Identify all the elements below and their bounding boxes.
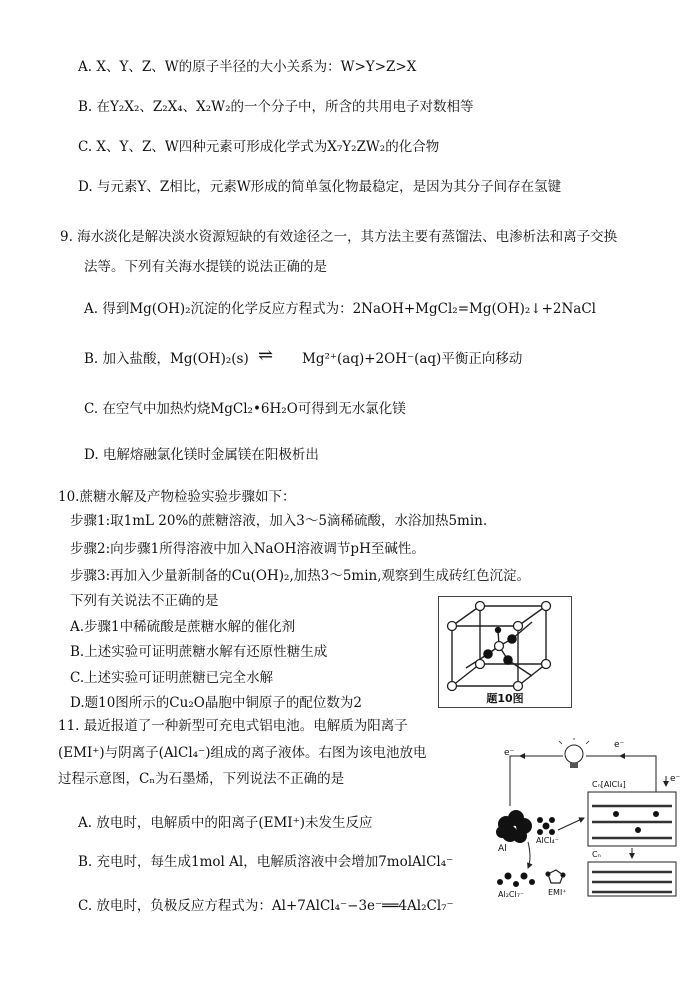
equilibrium-arrow-icon: ⇌ [258, 345, 274, 366]
cu2o-unit-cell-figure [438, 596, 572, 708]
q10-step1: 步骤1:取1mL 20%的蔗糖溶液，加入3～5滴稀硫酸，水浴加热5min. [70, 513, 488, 529]
q9-option-d: D. 电解熔融氯化镁时金属镁在阳极析出 [84, 447, 319, 463]
battery-diagram-svg [488, 738, 682, 908]
q11-stem-line3: 过程示意图，Cₙ为石墨烯，下列说法不正确的是 [58, 771, 345, 787]
q9-stem-line2: 法等。下列有关海水提镁的说法正确的是 [84, 259, 327, 275]
alcl4-ion-icon [537, 817, 555, 835]
figure-10-caption: 题10图 [486, 692, 524, 705]
q10-question: 下列有关说法不正确的是 [70, 593, 219, 609]
battery-discharge-diagram [488, 738, 682, 908]
q11-stem-line1: 11. 最近报道了一种新型可充电式铝电池。电解质为阳离子 [58, 718, 408, 734]
electron-label-right: e⁻ [614, 740, 625, 750]
q9-stem-line1: 9. 海水淡化是解决淡水资源短缺的有效途径之一，其方法主要有蒸馏法、电渗析法和离子交换 [60, 229, 618, 245]
q11-option-b: B. 充电时，每生成1mol Al，电解质溶液中会增加7molAlCl₄⁻ [78, 854, 454, 870]
q8-option-c: C. X、Y、Z、W四种元素可形成化学式为X₇Y₂ZW₂的化合物 [78, 139, 440, 155]
al-label: Al [498, 844, 507, 854]
al2cl7-ion-icon [497, 873, 535, 888]
q10-step2: 步骤2:向步骤1所得溶液中加入NaOH溶液调节pH至碱性。 [70, 541, 425, 557]
graphene-alcl4-icon [588, 792, 676, 846]
electron-label-left: e⁻ [504, 748, 515, 758]
q8-option-a: A. X、Y、Z、W的原子半径的大小关系为：W>Y>Z>X [78, 59, 417, 75]
q10-option-b: B.上述实验可证明蔗糖水解有还原性糖生成 [70, 644, 328, 660]
q10-stem: 10.蔗糖水解及产物检验实验步骤如下： [58, 489, 296, 505]
alcl4-label: AlCl₄⁻ [536, 836, 559, 845]
q9-option-c: C. 在空气中加热灼烧MgCl₂•6H₂O可得到无水氯化镁 [84, 401, 406, 417]
q11-option-a: A. 放电时，电解质中的阳离子(EMI⁺)未发生反应 [78, 815, 373, 831]
al-electrode-icon [496, 810, 532, 843]
emi-label: EMI⁺ [548, 888, 567, 897]
q10-option-c: C.上述实验可证明蔗糖已完全水解 [70, 670, 274, 686]
cn-alcl4-label: Cₙ[AlCl₄] [592, 780, 626, 789]
q10-option-a: A.步骤1中稀硫酸是蔗糖水解的催化剂 [70, 619, 296, 635]
q10-option-d: D.题10图所示的Cu₂O晶胞中铜原子的配位数为2 [70, 695, 362, 711]
q9-option-b-left: B. 加入盐酸，Mg(OH)₂(s) [84, 351, 249, 367]
q9-option-b-right: Mg²⁺(aq)+2OH⁻(aq)平衡正向移动 [302, 351, 523, 367]
al2cl7-label: Al₂Cl₇⁻ [498, 890, 525, 899]
q11-option-c: C. 放电时，负极反应方程式为：Al+7AlCl₄⁻−3e⁻══4Al₂Cl₇⁻ [78, 898, 454, 914]
electron-label-down: e⁻ [670, 774, 681, 784]
light-bulb-icon [559, 738, 589, 768]
q9-option-a: A. 得到Mg(OH)₂沉淀的化学反应方程式为：2NaOH+MgCl₂=Mg(OH)₂↓+2NaCl [84, 301, 596, 317]
q8-option-d: D. 与元素Y、Z相比，元素W形成的简单氢化物最稳定，是因为其分子间存在氢键 [78, 179, 562, 195]
q10-step3: 步骤3:再加入少量新制备的Cu(OH)₂,加热3～5min,观察到生成砖红色沉淀。 [70, 568, 531, 584]
graphene-cn-icon [588, 862, 676, 896]
q8-option-b: B. 在Y₂X₂、Z₂X₄、X₂W₂的一个分子中，所含的共用电子对数相等 [78, 99, 474, 115]
emi-ion-icon [546, 870, 565, 883]
cn-label: Cₙ [592, 850, 601, 859]
q11-stem-line2: (EMI⁺)与阴离子(AlCl₄⁻)组成的离子液体。右图为该电池放电 [58, 745, 427, 761]
